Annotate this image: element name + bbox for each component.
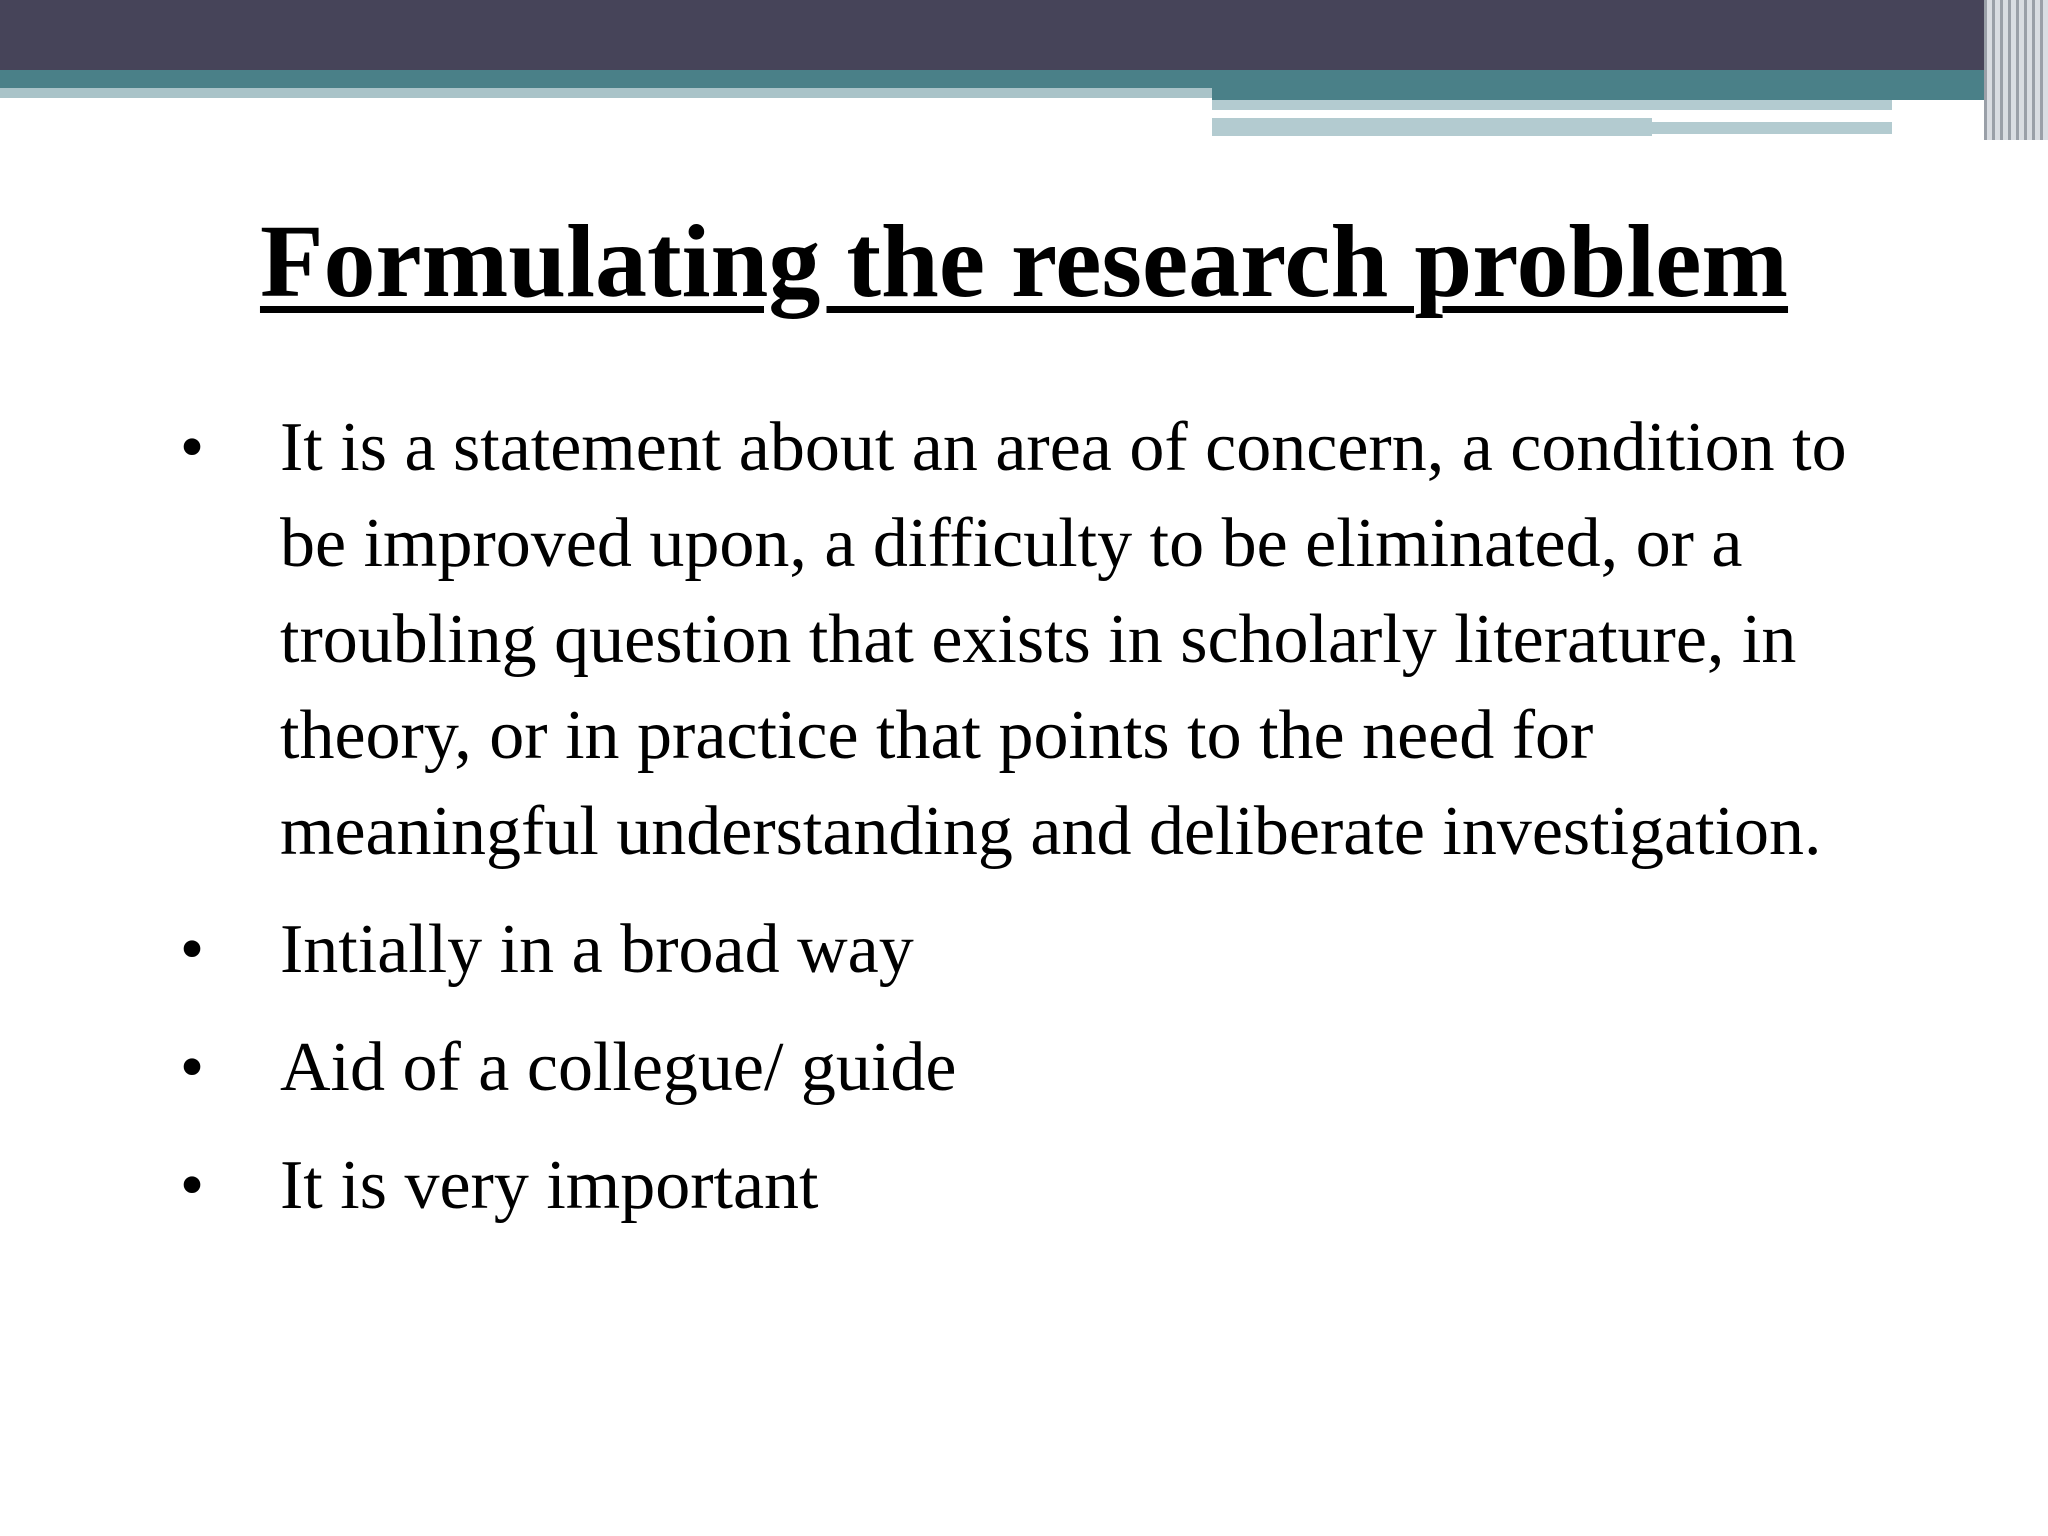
header-accent-line bbox=[0, 88, 1212, 98]
header-accent-band bbox=[0, 70, 2048, 88]
bullet-dot: • bbox=[179, 1029, 205, 1106]
bullet-dot: • bbox=[179, 911, 205, 988]
header-accent-pale-step-lower bbox=[1212, 118, 1652, 136]
bullet-text: Intially in a broad way bbox=[280, 911, 914, 988]
edge-stripes-decoration bbox=[1984, 0, 2048, 140]
header-accent-rule bbox=[1212, 110, 1902, 114]
bullet-dot: • bbox=[179, 409, 205, 486]
header-accent-pale-step bbox=[1212, 100, 1892, 110]
slide-title: Formulating the research problem bbox=[259, 204, 1789, 319]
bullet-text: It is a statement about an area of concern, a condition to be improved upon, a difficulty to be eliminated, or a troubling question that exists in scholarly literature, in theory, or in practice that points to the need for meaningful understanding and deliberate investigation. bbox=[280, 409, 1847, 870]
header-band bbox=[0, 0, 2048, 70]
bullet-item-broad-way bbox=[172, 902, 1872, 998]
bullet-list bbox=[172, 400, 1872, 1256]
bullet-item-definition bbox=[172, 400, 1872, 880]
header-accent-pale-step-right bbox=[1652, 122, 1892, 134]
bullet-text: Aid of a collegue/ guide bbox=[280, 1029, 957, 1106]
bullet-text: It is very important bbox=[280, 1147, 819, 1224]
header-accent-step bbox=[1212, 88, 2048, 100]
bullet-item-guide bbox=[172, 1020, 1872, 1116]
bullet-dot: • bbox=[179, 1147, 205, 1224]
bullet-item-important bbox=[172, 1138, 1872, 1234]
